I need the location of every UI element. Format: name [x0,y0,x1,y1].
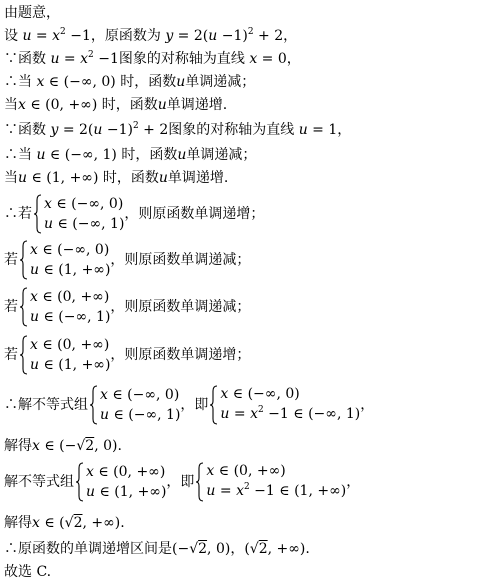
orig-inc-text: ，则原函数单调递增； [124,206,265,222]
orig-dec-text: ，则原函数单调递减； [110,252,251,268]
line-1 [4,4,60,22]
left-brace-icon [75,462,84,502]
intro-text: 由题意， [4,5,60,21]
when-text: 当 [4,97,18,113]
therefore-when-text: ∴当 [4,74,32,90]
therefore-if-text: ∴若 [4,206,32,222]
line-15-system: 解不等式组 x ∈ (0, +∞) u ∈ (1, +∞) ，即 x ∈ (0, +∞) $u = x^2 -1$ ∈ (1, +∞) ， [4,463,361,500]
when-text: 当 [4,170,18,186]
line-5: 当x ∈ (0, +∞) 时，函数u单调递增. [4,97,228,113]
orig-inc-text: ，则原函数单调递增； [110,347,251,363]
answer-text: 故选 C. [4,564,52,580]
since-fn-text: ∵函数 [4,122,46,138]
since-fn-text: ∵函数 [4,51,46,67]
left-brace-icon [209,385,218,425]
when-fn-text: 时，函数 [121,147,178,163]
left-brace-icon [33,194,42,234]
solve-text: 解不等式组 [4,474,74,490]
left-brace-icon [19,240,28,280]
set-text: 设 [4,28,18,44]
axis-text: 图象的对称轴为直线 [118,51,245,67]
line-13-system: ∴解不等式组 x ∈ (−∞, 0) u ∈ (−∞, 1) ，即 x ∈ (−∞, 0) $u = x^2 -1$ ∈ (−∞, 1) ， [4,386,375,423]
ie-text: ，即 [166,474,195,490]
solved-text: 解得 [4,438,32,454]
u-definition: $u = x^2 -1$ [22,27,91,44]
axis-text: 图象的对称轴为直线 [168,122,295,138]
left-brace-icon [19,287,28,327]
dec-text: 单调递减； [186,147,257,163]
left-brace-icon [19,335,28,375]
therefore-when-text: ∴当 [4,147,32,163]
when-fn-text: 时，函数 [102,170,159,186]
line-6: ∵函数 $y = 2(u -1)^2 + 2$图象的对称轴为直线 u = 1， [4,121,352,138]
when-fn-text: 时，函数 [120,74,177,90]
if-text: 若 [4,252,18,268]
line-12-system: 若 x ∈ (0, +∞) u ∈ (1, +∞) ，则原函数单调递增； [4,337,251,373]
line-2 [4,27,297,47]
solved-text: 解得 [4,515,32,531]
line-18 [4,563,51,581]
ie-text: ，即 [180,397,209,413]
line-7: ∴当 u ∈ (−∞, 1) 时，函数u单调递减； [4,147,257,163]
line-3: ∵函数 $u = x^2 -1$图象的对称轴为直线 x = 0， [4,50,301,67]
line-16: 解得x ∈ (√2, +∞). [4,515,125,531]
line-4: ∴当 x ∈ (−∞, 0) 时，函数u单调递减； [4,74,256,90]
orig-fn-text: ，原函数为 [90,28,161,44]
therefore-solve-text: ∴解不等式组 [4,397,88,413]
line-14: 解得x ∈ (−√2, 0). [4,438,122,454]
left-brace-icon [195,462,204,502]
when-fn-text: 时，函数 [101,97,158,113]
line-9-system: ∴若 x ∈ (−∞, 0) u ∈ (−∞, 1) ，则原函数单调递增； [4,196,265,232]
orig-dec-text: ，则原函数单调递减； [110,299,251,315]
line-10-system: 若 x ∈ (−∞, 0) u ∈ (1, +∞) ，则原函数单调递减； [4,242,251,278]
left-brace-icon [89,385,98,425]
inc-text: 单调递增. [166,97,228,113]
if-text: 若 [4,347,18,363]
y-definition: $y = 2(u -1)^2 + 2$， [165,27,298,44]
dec-text: 单调递减； [185,74,256,90]
inc-text: 单调递增. [167,170,229,186]
line-8: 当u ∈ (1, +∞) 时，函数u单调递增. [4,170,229,186]
conclusion-text: ∴原函数的单调递增区间是 [4,541,172,557]
line-11-system: 若 x ∈ (0, +∞) u ∈ (−∞, 1) ，则原函数单调递减； [4,289,251,325]
line-17: ∴原函数的单调递增区间是(−√2, 0)，(√2, +∞). [4,541,310,557]
if-text: 若 [4,299,18,315]
